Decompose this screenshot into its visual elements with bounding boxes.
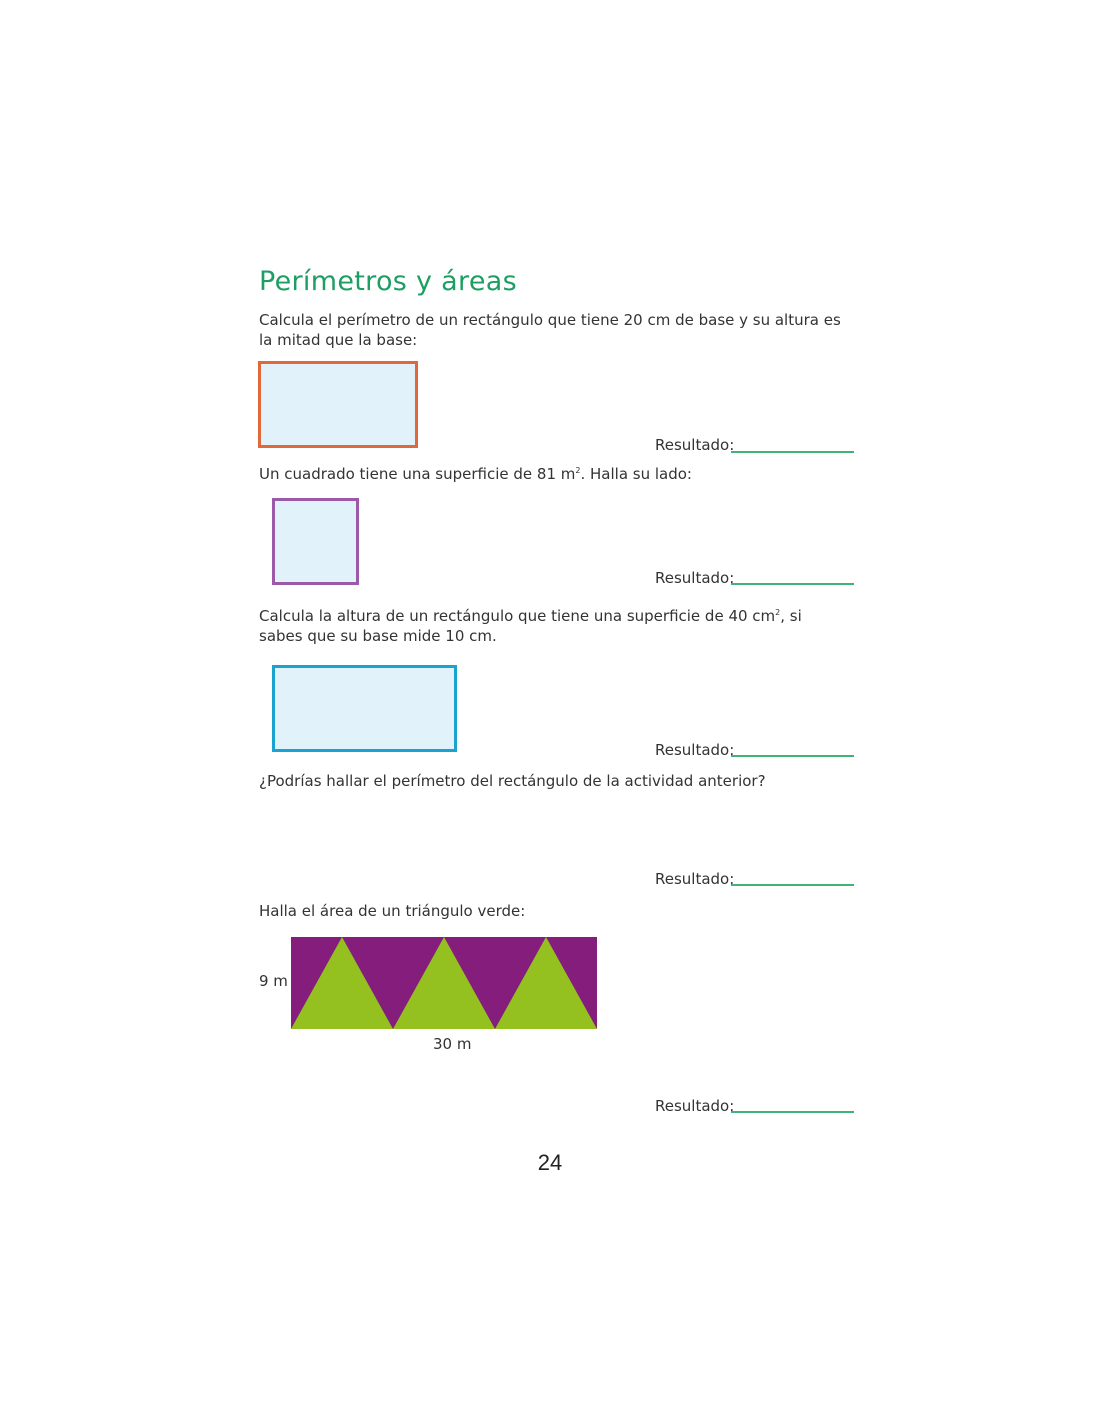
page-number: 24 xyxy=(537,1150,563,1175)
answer-line[interactable] xyxy=(731,755,854,757)
exercise-2-text: Un cuadrado tiene una superficie de 81 $m^2$. Halla su lado: xyxy=(259,465,692,483)
answer-line[interactable] xyxy=(731,884,854,886)
answer-line[interactable] xyxy=(731,451,854,453)
square-shape xyxy=(272,498,359,585)
triangles-figure xyxy=(291,937,597,1029)
answer-line[interactable] xyxy=(731,583,854,585)
height-label: 9 m xyxy=(259,972,288,990)
base-label: 30 m xyxy=(433,1035,472,1053)
exercise-3-text: Calcula la altura de un rectángulo que tiene una superficie de 40 $cm^2$, si sabes que su base mide 10 cm. xyxy=(259,607,802,645)
exercise-5-text: Halla el área de un triángulo verde: xyxy=(259,902,526,920)
page-title: Perímetros y áreas xyxy=(259,266,517,297)
result-label: Resultado: xyxy=(655,741,735,759)
rectangle-shape xyxy=(258,361,418,448)
rectangle-shape xyxy=(272,665,457,752)
result-label: Resultado: xyxy=(655,1097,735,1115)
answer-line[interactable] xyxy=(731,1111,854,1113)
result-label: Resultado: xyxy=(655,569,735,587)
result-label: Resultado: xyxy=(655,436,735,454)
exercise-4-text: ¿Podrías hallar el perímetro del rectángulo de la actividad anterior? xyxy=(259,772,766,790)
exercise-1-text: Calcula el perímetro de un rectángulo que tiene 20 cm de base y su altura es la mitad que la base: xyxy=(259,311,841,349)
result-label: Resultado: xyxy=(655,870,735,888)
